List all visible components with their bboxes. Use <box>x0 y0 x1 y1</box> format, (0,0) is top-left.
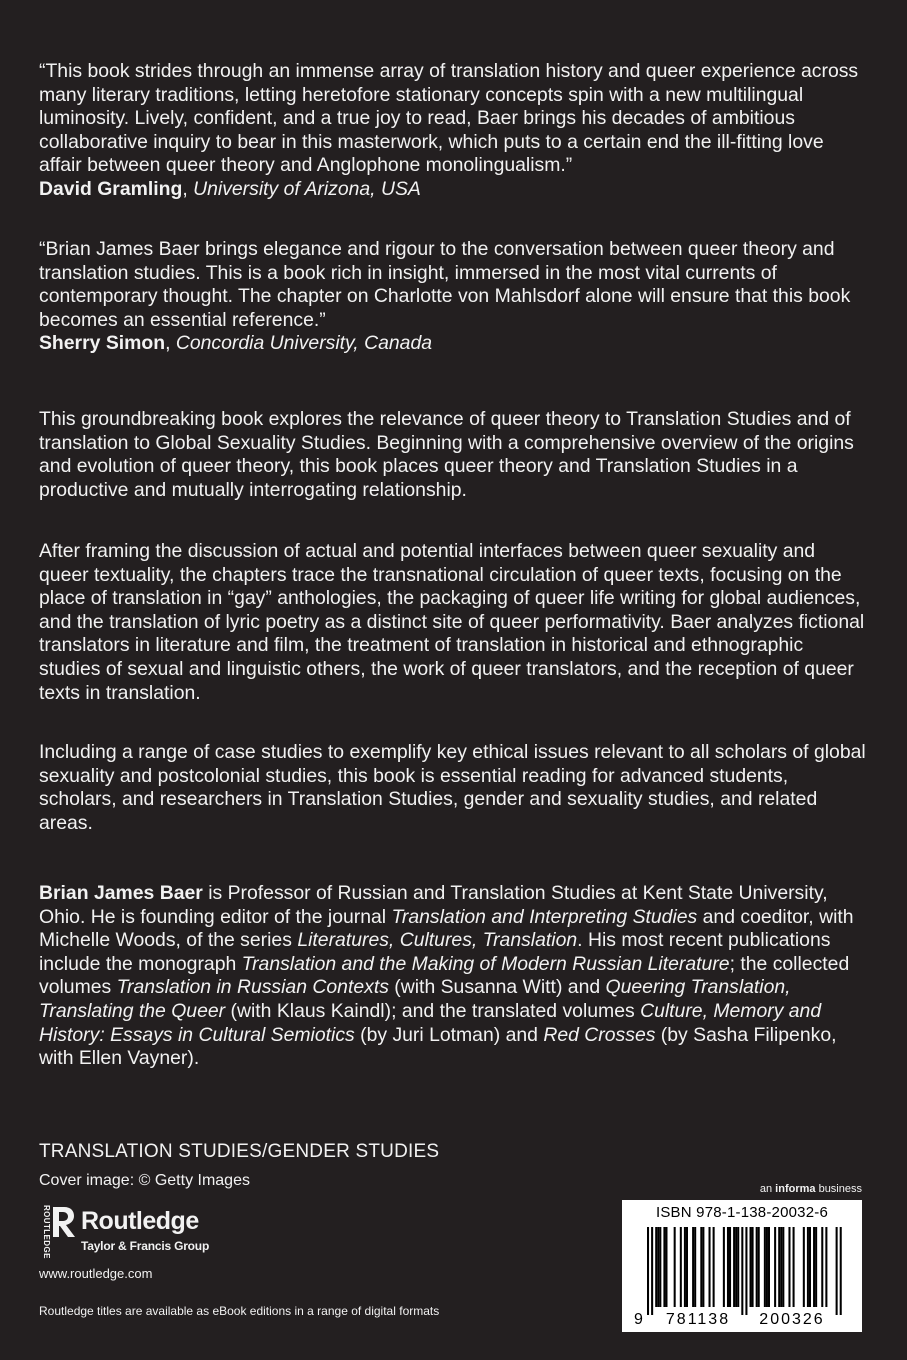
barcode-bar <box>647 1227 649 1315</box>
barcode-bar <box>713 1227 715 1307</box>
informa-prefix: an <box>759 1183 776 1195</box>
bio-text: (by Juri Lotman) and <box>354 1023 544 1046</box>
bio-title: Translation and the Making of Modern Russian Literature <box>241 952 730 975</box>
barcode-bar <box>758 1227 760 1307</box>
barcode-bar <box>663 1227 665 1307</box>
description-paragraph: This groundbreaking book explores the relevance of queer theory to Translation Studies and of translation to Global Sexuality Studies. Beginning with a comprehensive overview of the origins and evolution of queer theory, this book places queer theory and Translation Studies in a productive and mutually interrogating relationship. <box>39 408 854 501</box>
barcode-bar <box>680 1227 682 1307</box>
barcode-bar <box>782 1227 784 1307</box>
barcode-panel <box>622 1200 862 1332</box>
barcode-bar <box>665 1227 667 1307</box>
barcode-bar <box>684 1227 686 1307</box>
barcode-bar <box>657 1227 659 1307</box>
barcode-bar <box>809 1227 811 1307</box>
routledge-r-icon <box>51 1205 77 1239</box>
barcode-bar <box>836 1227 838 1315</box>
barcode-bar <box>793 1227 795 1307</box>
quote-author: David Gramling <box>39 177 183 200</box>
barcode-bar <box>756 1227 758 1307</box>
barcode-left-digits: 781138 <box>665 1311 731 1327</box>
bio-text: is Professor of Russian and Translation Studies at Kent State University, Ohio. He is founding editor of the journal <box>39 882 828 928</box>
publisher-logo <box>39 1205 239 1265</box>
quote-affiliation: Concordia University, Canada <box>175 332 433 355</box>
barcode-bar <box>764 1227 766 1307</box>
bio-text: ; the collected volumes <box>39 952 850 999</box>
barcode-bar <box>733 1227 735 1307</box>
author-bio <box>39 882 869 1071</box>
barcode-bar <box>825 1227 827 1307</box>
barcode-bar <box>774 1227 776 1307</box>
barcode-right-digits: 200326 <box>759 1311 825 1327</box>
bio-text: (with Klaus Kaindl); and the translated volumes <box>225 999 641 1022</box>
bio-title: Red Crosses <box>543 1023 656 1046</box>
informa-brand: informa <box>775 1183 816 1195</box>
barcode-bar <box>692 1227 694 1307</box>
endorsement-quote: “This book strides through an immense array of translation history and queer experience across many literary traditions, letting heretofore stationary concepts spin with a new multilingual luminosity. Lively, confident, and a true joy to read, Baer brings his decades of ambitious collaborative inquiry to bear in this masterwork, which puts to a certain end the ill-fitting love affair between queer theory and Anglophone monolingualism.” David Gramling, University of Arizona, USA <box>39 60 859 200</box>
isbn-label: ISBN 978-1-138-20032-6 <box>655 1204 828 1221</box>
barcode-bar <box>807 1227 809 1307</box>
informa-tagline <box>760 1183 862 1195</box>
barcode-bar <box>702 1227 704 1307</box>
barcode-bar <box>659 1227 661 1307</box>
barcode-bar <box>735 1227 737 1307</box>
barcode-bar <box>729 1227 731 1307</box>
barcode-bar <box>788 1227 790 1307</box>
barcode-bar <box>709 1227 711 1307</box>
bio-title: Translation in Russian Contexts <box>116 976 389 999</box>
barcode-first-digit: 9 <box>634 1311 643 1327</box>
barcode-bar <box>674 1227 676 1307</box>
bio-text: (by Sasha Filipenko, with Ellen Vayner). <box>39 1023 837 1070</box>
informa-suffix: business <box>815 1183 862 1195</box>
barcode-bar <box>741 1227 743 1315</box>
barcode-bar <box>780 1227 782 1307</box>
barcode-bar <box>752 1227 754 1307</box>
bio-title: Literatures, Cultures, Translation <box>297 929 578 952</box>
barcode-bar <box>803 1227 805 1307</box>
barcode-bar <box>655 1227 657 1307</box>
barcode-bar <box>651 1227 653 1315</box>
quote-text: “This book strides through an immense array of translation history and queer experience across many literary traditions, letting heretofore stationary concepts spin with a new multilingual luminosity. Lively, confident, and a true joy to read, Baer brings his decades of ambitious collaborative inquiry to bear in this masterwork, which puts to a certain end the ill-fitting love affair between queer theory and Anglophone monolingualism.” <box>39 60 859 177</box>
bio-title: Queering Translation, Translating the Queer <box>39 976 791 1022</box>
endorsement-quote: “Brian James Baer brings elegance and rigour to the conversation between queer theory and translation studies. This is a book rich in insight, immersed in the most vital currents of contemporary thought. The chapter on Charlotte von Mahlsdorf alone will ensure that this book becomes an essential reference.” Sherry Simon, Concordia University, Canada <box>39 238 851 355</box>
barcode-bar <box>750 1227 752 1307</box>
publisher-group: Taylor & Francis Group <box>81 1239 210 1253</box>
barcode-bar <box>815 1227 817 1307</box>
publisher-vertical-wordmark: ROUTLEDGE <box>42 1205 51 1259</box>
quote-affiliation: University of Arizona, USA <box>193 177 421 200</box>
barcode-bar <box>745 1227 747 1315</box>
bio-author-name: Brian James Baer <box>39 882 203 904</box>
barcode-bar <box>778 1227 780 1307</box>
barcode-bar <box>766 1227 768 1307</box>
ebook-note: Routledge titles are available as eBook editions in a range of digital formats <box>39 1304 440 1318</box>
bio-text: and coeditor, with Michelle Woods, of the series <box>39 905 854 952</box>
barcode-bar <box>737 1227 739 1307</box>
bio-text: . His most recent publications include the monograph <box>39 929 831 975</box>
barcode-bar <box>821 1227 823 1307</box>
publisher-website[interactable]: www.routledge.com <box>39 1266 153 1281</box>
publisher-name: Routledge <box>81 1207 199 1235</box>
cover-credit: Cover image: © Getty Images <box>39 1172 250 1189</box>
barcode-bar <box>813 1227 815 1307</box>
barcode-bar <box>686 1227 688 1307</box>
subject-category: TRANSLATION STUDIES/GENDER STUDIES <box>39 1141 440 1162</box>
barcode-bar <box>727 1227 729 1307</box>
barcode-bar <box>723 1227 725 1307</box>
description-paragraph: After framing the discussion of actual and potential interfaces between queer sexuality and queer textuality, the chapters trace the transnational circulation of queer texts, focusing on the place of translation in “gay” anthologies, the packaging of queer life writing for global audiences, and the translation of lyric poetry as a distinct site of queer performativity. Baer analyzes fictional translators in literature and film, the treatment of translation in historical and ethnographic studies of sexual and linguistic others, the work of queer translators, and the reception of queer texts in translation. <box>39 540 865 704</box>
quote-text: “Brian James Baer brings elegance and rigour to the conversation between queer theory and translation studies. This is a book rich in insight, immersed in the most vital currents of contemporary thought. The chapter on Charlotte von Mahlsdorf alone will ensure that this book becomes an essential reference.” <box>39 238 851 331</box>
bio-text: (with Susanna Witt) and <box>388 976 606 999</box>
barcode-bar <box>694 1227 696 1307</box>
bio-title: Culture, Memory and History: Essays in Cultural Semiotics <box>39 999 822 1046</box>
barcode-bar <box>700 1227 702 1307</box>
barcode <box>632 1227 852 1327</box>
bio-title: Translation and Interpreting Studies <box>391 905 698 928</box>
description-paragraph: Including a range of case studies to exemplify key ethical issues relevant to all scholars of global sexuality and postcolonial studies, this book is essential reading for advanced students, scholars, and researchers in Translation Studies, gender and sexuality studies, and related areas. <box>39 741 866 834</box>
barcode-bar <box>840 1227 842 1315</box>
quote-author: Sherry Simon <box>39 332 166 355</box>
barcode-bar <box>768 1227 770 1307</box>
